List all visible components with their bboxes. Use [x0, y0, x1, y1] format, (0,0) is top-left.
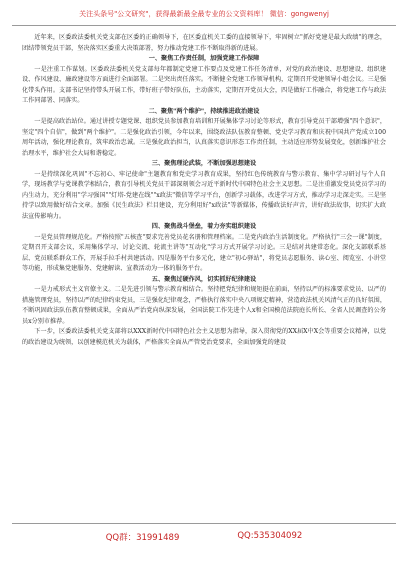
document-body	[22, 33, 386, 348]
footer-qq: QQ:535304092	[237, 531, 303, 541]
body-paragraph: 一是注重工作谋划。区委政法委机关党支部每年都制定党建工作要点及党建工作任务清单，对党的政治建设、思想建设、组织建设、作风建设、廉政建设等方面进行全面部署。二是突出责任落实。不断健全党建工作领导机构，定期召开党建领导小组会议。三是强化带头作用。支部书记坚持带头开展工作，带好班子带好队伍，主动落实，定期召开党员大会，四是做好工作融合，将党建工作与政法工作同部署、同落实。	[22, 65, 386, 104]
body-paragraph: 一是提高政治站位。通过讲授专题党课、组织党员参加教育培训和开展集体学习讨论等形式，教育引导党员干部增强"四个意识"，坚定"四个自信"，做到"两个维护"。二是强化政治引领，今年以来，围绕政法队伍教育整顿、党史学习教育和庆祝中国共产党成立100周年活动，强化理论教育，筑牢政治忠诚。三是强化政治担当，认真落实意识形态工作责任制，主动适应形势发展变化，创新维护社会治理水平，维护社会大局和谐稳定。	[22, 118, 386, 157]
body-paragraph: 近年来，区委政法委机关党支部在区委的正确领导下，在区委直机关工委的直接领导下，牢固树立"抓好党建是最大政绩"的理念，团结带领党员干部，坚决落实区委重大决策部署，努力推动党建工作不断取得新的进展。	[22, 34, 386, 52]
section-heading: 二、聚焦"两个维护"，持续推进政治建设	[148, 107, 260, 115]
body-paragraph: 一是党员管理规范化。严格按照"五核查"要求完善党员花名册和管理档案。二是党内政治生活制度化。严格执行"三会一课"制度，定期召开支部会议，采用集体学习、讨论交流、轮流主讲等"互动化"学习方式开展学习讨论。三是结对共建常态化。深化支部联系基层、党员联系群众工作，开展手拉手村共建活动。四是服务平台多元化，建立"初心驿站"，将党员志愿服务、读心室、阅览室、小讲堂等功能，形成集党建服务、党建解读、宣教活动为一体的服务平台。	[22, 233, 386, 272]
section-heading: 一、聚焦工作责任制，加强党建工作保障	[148, 55, 260, 62]
section-heading: 三、聚焦理论武装，不断加强思想建设	[151, 160, 257, 167]
body-paragraph: 一是力戒形式主义官僚主义。二是先进引领与警示教育相结合。坚持把党纪律和规矩挺在前面，坚持以严的标准要求党员、以严的措施管理党员，坚持以严的纪律约束党员，三是强化纪律观念，严格执行落实中央八项规定精神，营造政法机关风清气正的良好氛围，不断巩固政法队伍教育整顿成果，全面从严治党向纵深发展，全国法院工作先进个人x和全国模范法院庭长所长、全省人民调查的公务员x分别市推荐。	[22, 286, 386, 325]
section-heading: 五、聚焦过硬作风，切实抓好纪律建设	[151, 275, 257, 283]
page-header: 关注头条号"公文研究"，获得最新最全最专业的公文资料库！ 微信：gongwenyj	[79, 10, 329, 18]
footer-qq-group: QQ群：31991489	[105, 533, 180, 543]
body-paragraph: 一是持续深化巩固"不忘初心、牢记使命"主题教育和党史学习教育成果，坚持红色传统教育与警示教育、集中学习研讨与个人自学，现场教学与党课教学相结合，教育引导机关党员干部深刻领会习近平新时代中国特色社会主义思想。二是注重激发党员党员学习的内生动力，充分利用"学习强国""灯塔-党建在线""x政法"微信等学习平台，创新学习载体，改进学习方式，推动学习走深走实。三是坚持学以致用做好结合文章。加强《民生政法》栏目建设，充分利用好"x政法"等新媒体，传播政法好声音，讲好政法故事，切实扩大政法宣传影响力。	[22, 170, 386, 220]
page-footer	[0, 531, 408, 543]
header-divider	[12, 25, 396, 26]
section-heading: 四、聚焦战斗堡垒，着力夯实组织建设	[151, 223, 257, 230]
footer-divider	[12, 523, 396, 524]
body-paragraph: 下一步，区委政法委机关党支部将以XXX新时代中国特色社会主义思想为指导，深入贯彻党的XX届X中X会等重要会议精神，以党的政治建设为统领，以创建模范机关为载体，严格落实全面从严管党治党要求，全面加强党的建设	[22, 328, 386, 346]
